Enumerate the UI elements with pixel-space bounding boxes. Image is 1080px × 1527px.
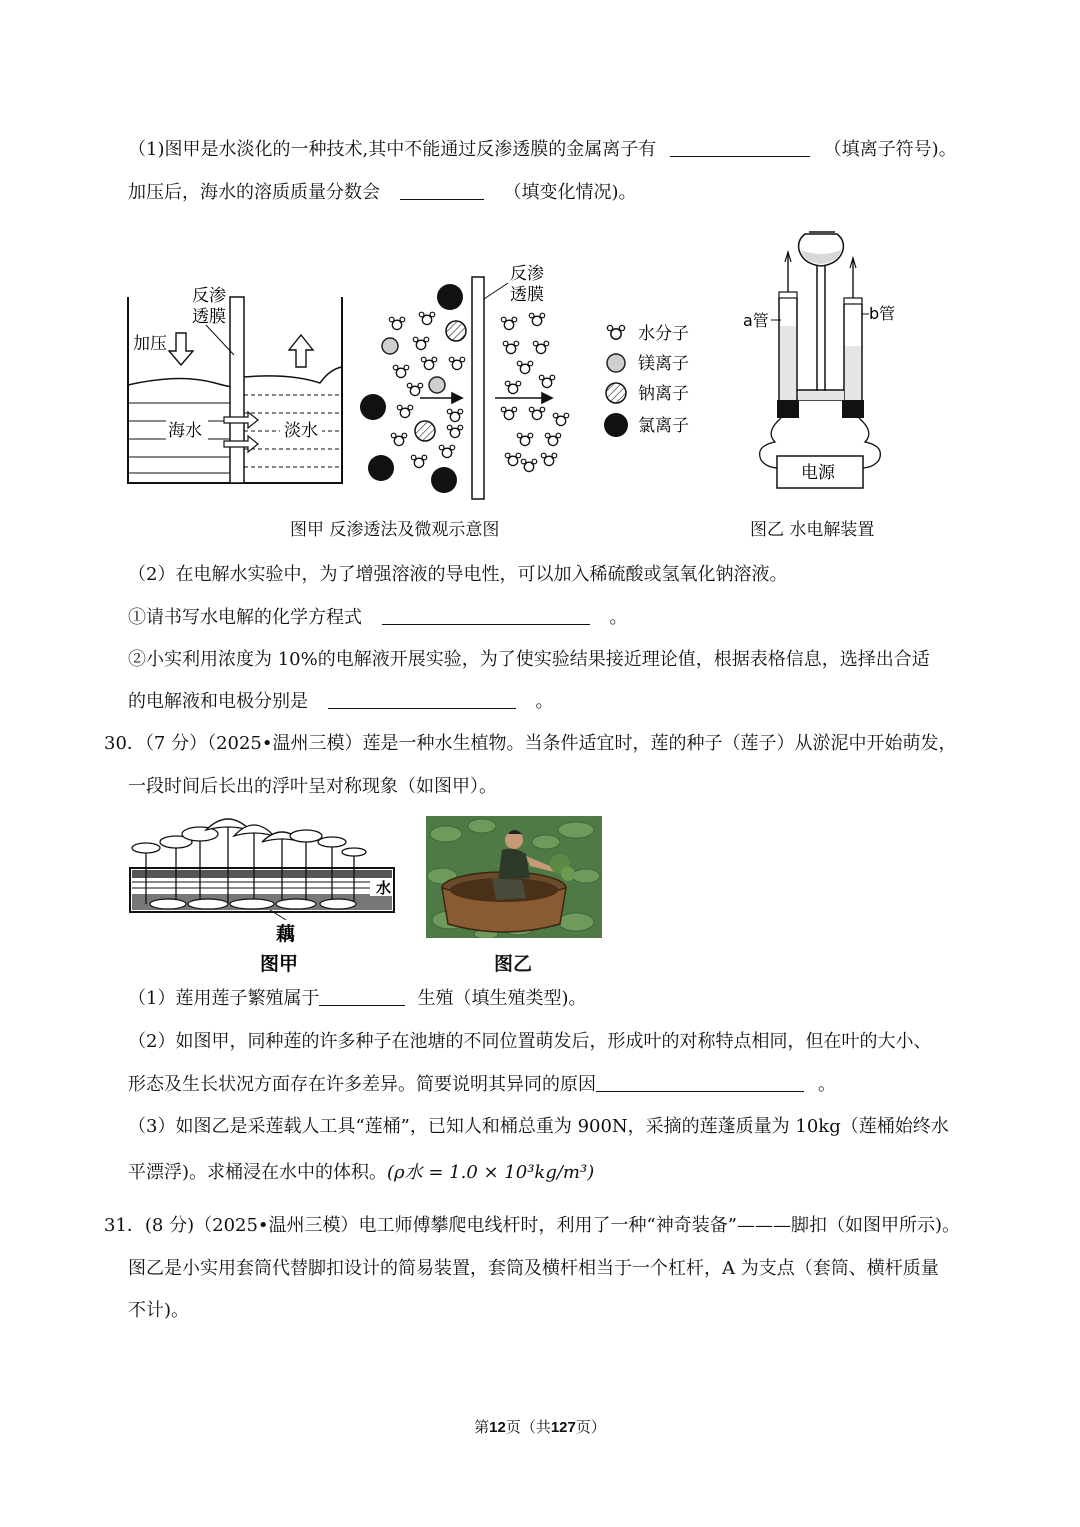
q30-part2-line2: [128, 1073, 836, 1097]
page-total: 127: [550, 1419, 576, 1436]
q29-part1-text-b: （填离子符号)。: [823, 139, 957, 160]
legend-water: 水分子: [638, 324, 689, 344]
label-power: 电源: [801, 463, 835, 483]
q30-part2-text: 形态及生长状况方面存在许多差异。简要说明其异同的原因: [128, 1074, 596, 1095]
q30-header-line2: 一段时间后长出的浮叶呈对称现象（如图甲）。: [128, 776, 497, 797]
q29-part2-sub1-text: ①请书写水电解的化学方程式: [128, 607, 362, 628]
answer-blank-electrolyte[interactable]: [328, 690, 516, 709]
label-fig-jia: 图甲: [260, 953, 299, 975]
q31-line2: 图乙是小实用套筒代替脚扣设计的简易装置，套筒及横杆相当于一个杠杆，A 为支点（套筒、横杆质量: [128, 1258, 939, 1279]
label-pressure: 加压: [133, 334, 167, 354]
particle-legend: [604, 324, 689, 437]
q30-part3-line2: [128, 1161, 594, 1185]
answer-blank-equation[interactable]: [382, 606, 590, 625]
water-molecule-icon: [607, 325, 624, 339]
label-lotus-root: 藕: [276, 923, 296, 945]
page-number: 12: [489, 1419, 506, 1436]
label-seawater: 海水: [168, 421, 202, 441]
q29-part1-line2: [128, 181, 637, 205]
q31-line1: 31．(8 分)（2025•温州三模）电工师傅攀爬电线杆时，利用了一种“神奇装备”———脚扣（如图甲所示)。: [104, 1215, 960, 1236]
magnesium-ion-icon: [607, 354, 625, 372]
q29-part1-line1: [128, 138, 957, 162]
q30-part1: [128, 987, 586, 1011]
label-a-tube: a管: [743, 311, 769, 330]
q30-part2-end: 。: [818, 1074, 836, 1095]
arrow-up-icon: [289, 335, 313, 367]
label-water: 水: [376, 879, 392, 897]
q30-header-line1: 30．（7 分）（2025•温州三模）莲是一种水生植物。当条件适宜时，莲的种子（莲子）从淤泥中开始萌发，: [104, 733, 957, 754]
label-membrane-b1: 反渗: [510, 264, 544, 284]
q30-part1-text: （1）莲用莲子繁殖属于: [128, 988, 320, 1009]
osmosis-container: [128, 286, 342, 483]
q31-line3: 不计)。: [128, 1300, 190, 1321]
label-b-tube: b管: [869, 304, 896, 323]
q29-part2-sub2-line2: [128, 690, 553, 714]
footer-mid: 页（共: [505, 1418, 551, 1436]
q29-part2-sub2-line1: ②小实利用浓度为 10%的电解液开展实验，为了使实验结果接近理论值，根据表格信息，选择出合适: [128, 649, 930, 670]
label-membrane-1: 反渗: [192, 286, 226, 306]
q29-part2-intro: （2）在电解水实验中，为了增强溶液的导电性，可以加入稀硫酸或氢氧化钠溶液。: [128, 564, 788, 585]
answer-blank-concentration[interactable]: [400, 181, 484, 200]
answer-blank-reproduction[interactable]: [319, 987, 405, 1006]
chloride-ion-icon: [604, 413, 628, 437]
lotus-pond-figure: [128, 812, 400, 976]
answer-blank-reason[interactable]: [596, 1073, 804, 1092]
legend-magnesium: 镁离子: [638, 354, 689, 374]
label-membrane-b2: 透膜: [510, 285, 544, 305]
q29-part2-sub2-end: 。: [535, 691, 554, 712]
legend-sodium: 钠离子: [638, 384, 689, 404]
footer-post: 页）: [575, 1418, 606, 1436]
reverse-osmosis-figure: [120, 255, 710, 515]
q30-part3-text: 平漂浮)。求桶浸在水中的体积。: [128, 1162, 388, 1183]
fig-yi-caption: 图乙 水电解装置: [750, 520, 875, 540]
q29-part1-text-a: （1)图甲是水淡化的一种技术,其中不能通过反渗透膜的金属离子有: [128, 139, 657, 160]
label-fig-yi: 图乙: [494, 953, 533, 975]
q30-part3-line1: （3）如图乙是采莲载人工具“莲桶”，已知人和桶总重为 900N，采摘的莲蓬质量为 10kg（莲桶始终水: [128, 1116, 949, 1137]
label-freshwater: 淡水: [284, 421, 318, 441]
q30-part2-line1: （2）如图甲，同种莲的许多种子在池塘的不同位置萌发后，形成叶的对称特点相同，但在叶的大小、: [128, 1031, 932, 1052]
q29-part2-sub1: [128, 606, 627, 630]
q30-part1-end: 生殖（填生殖类型)。: [417, 988, 587, 1009]
lotus-bucket-photo: [426, 816, 604, 976]
density-formula: (ρ水 = 1.0 × 10³kg/m³): [387, 1162, 595, 1183]
q29-part2-sub1-end: 。: [609, 607, 628, 628]
micro-diagram: [360, 264, 569, 499]
q29-part1-text-d: （填变化情况)。: [503, 182, 637, 203]
arrow-down-icon: [169, 333, 193, 365]
q29-part2-sub2-text: 的电解液和电极分别是: [128, 691, 308, 712]
footer-pre: 第: [474, 1418, 490, 1436]
electrolysis-figure: [735, 222, 905, 502]
answer-blank-ions[interactable]: [670, 138, 810, 157]
q29-part1-text-c: 加压后，海水的溶质质量分数会: [128, 182, 380, 203]
page-footer: [0, 1416, 1080, 1437]
fig-jia-caption: 图甲 反渗透法及微观示意图: [290, 520, 500, 540]
legend-chloride: 氯离子: [638, 416, 689, 436]
sodium-ion-icon: [606, 383, 626, 403]
label-membrane-2: 透膜: [192, 307, 226, 327]
